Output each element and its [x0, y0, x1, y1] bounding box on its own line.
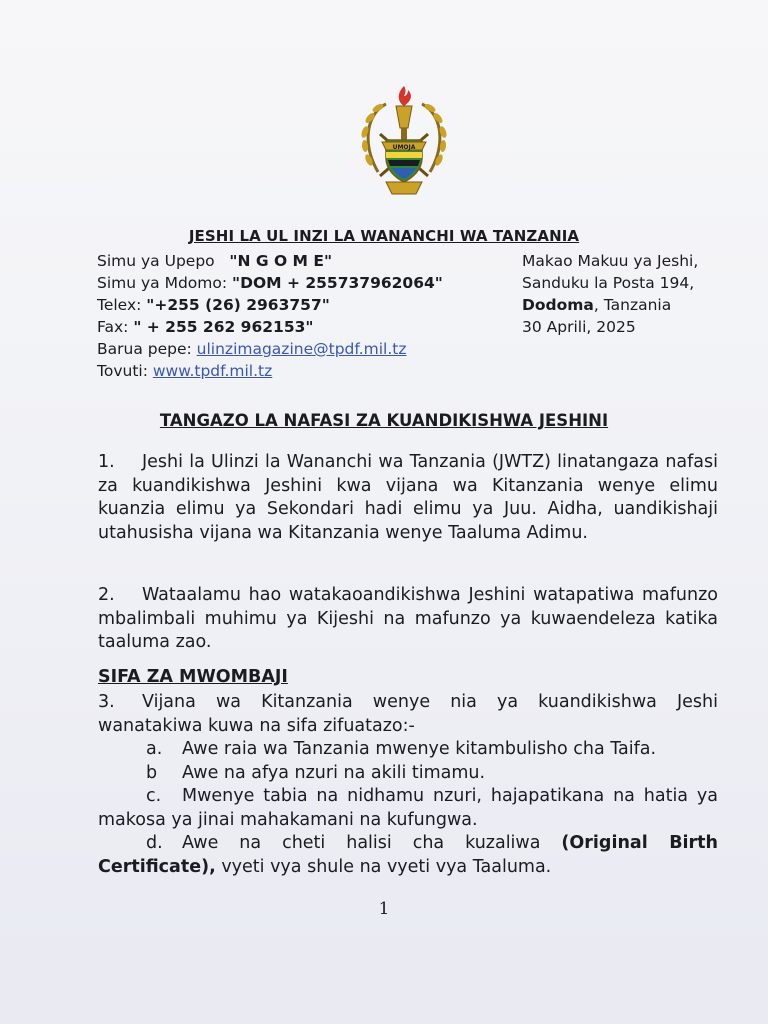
contact-block — [97, 250, 443, 382]
list-item-tail: vyeti vya shule na vyeti vya Taaluma. — [215, 856, 552, 877]
page-number: 1 — [378, 899, 390, 919]
address-line: Makao Makuu ya Jeshi, — [522, 252, 699, 270]
organization-title: JESHI LA UL INZI LA WANANCHI WA TANZANIA — [188, 227, 580, 245]
list-item — [98, 785, 718, 832]
contact-telex — [97, 294, 443, 316]
list-item-text: Awe raia wa Tanzania mwenye kitambulisho cha Taifa. — [182, 739, 657, 759]
list-item-letter: d. — [146, 833, 163, 853]
contact-value: "N G O M E" — [229, 252, 333, 270]
list-item — [98, 738, 718, 762]
list-item-text: Mwenye tabia na nidhamu nzuri, hajapatikana na hatia ya makosa ya jinai mahakamani na kufungwa. — [98, 786, 718, 830]
contact-website — [97, 360, 443, 382]
contact-fax — [97, 316, 443, 338]
paragraph-2 — [98, 584, 718, 655]
email-link[interactable]: ulinzimagazine@tpdf.mil.tz — [196, 340, 407, 358]
address-block — [522, 250, 698, 338]
list-item — [98, 762, 718, 786]
contact-label: Tovuti: — [97, 362, 148, 380]
address-city: Dodoma — [522, 296, 594, 314]
emblem-motto: UMOJA — [392, 144, 416, 151]
paragraph-number: 2. — [98, 585, 115, 605]
contact-label: Simu ya Mdomo: — [97, 274, 228, 292]
paragraph-number: 3. — [98, 692, 115, 712]
list-item-text: Awe na cheti halisi cha kuzaliwa — [182, 833, 562, 853]
contact-label: Fax: — [97, 318, 129, 336]
section-heading: SIFA ZA MWOMBAJI — [98, 667, 288, 687]
contact-value: "+255 (26) 2963757" — [146, 296, 330, 314]
tpdf-emblem-icon — [356, 84, 452, 202]
contact-label: Simu ya Upepo — [97, 252, 215, 270]
contact-value: "DOM + 255737962064" — [232, 274, 443, 292]
paragraph-text: Vijana wa Kitanzania wenye nia ya kuandikishwa Jeshi wanatakiwa kuwa na sifa zifuatazo:- — [98, 692, 718, 736]
address-city-line — [522, 294, 698, 316]
letter-date: 30 Aprili, 2025 — [522, 318, 636, 336]
requirements-list — [98, 738, 718, 879]
contact-phone — [97, 272, 443, 294]
announcement-title: TANGAZO LA NAFASI ZA KUANDIKISHWA JESHINI — [159, 411, 609, 430]
contact-label: Telex: — [97, 296, 142, 314]
paragraph-text: Wataalamu hao watakaoandikishwa Jeshini watapatiwa mafunzo mbalimbali muhimu ya Kijeshi na mafunzo ya kuwaendeleza katika taaluma zao. — [98, 585, 718, 652]
paragraph-number: 1. — [98, 452, 115, 472]
website-link[interactable]: www.tpdf.mil.tz — [152, 362, 273, 380]
list-item-emphasis: (Original Birth Certificate), — [98, 833, 718, 877]
paragraph-3 — [98, 691, 718, 738]
list-item-text: Awe na afya nzuri na akili timamu. — [182, 762, 486, 783]
paragraph-text: Jeshi la Ulinzi la Wananchi wa Tanzania (JWTZ) linatangaza nafasi za kuandikishwa Jeshini kwa vijana wa Kitanzania wenye elimu kuanzia elimu ya Sekondari hadi elimu ya Juu. Aidha, uandikishaji utahusisha vijana wa Kitanzania wenye Taaluma Adimu. — [98, 452, 718, 543]
list-item-letter: c. — [146, 786, 162, 806]
address-line: Sanduku la Posta 194, — [522, 274, 695, 292]
list-item — [98, 832, 718, 879]
list-item-letter: a. — [146, 739, 163, 759]
contact-telegram — [97, 250, 443, 272]
contact-email — [97, 338, 443, 360]
paragraph-1 — [98, 451, 718, 545]
list-item-letter: b — [146, 762, 158, 783]
contact-label: Barua pepe: — [97, 340, 192, 358]
contact-value: " + 255 262 962153" — [133, 318, 314, 336]
address-country: , Tanzania — [593, 296, 672, 314]
